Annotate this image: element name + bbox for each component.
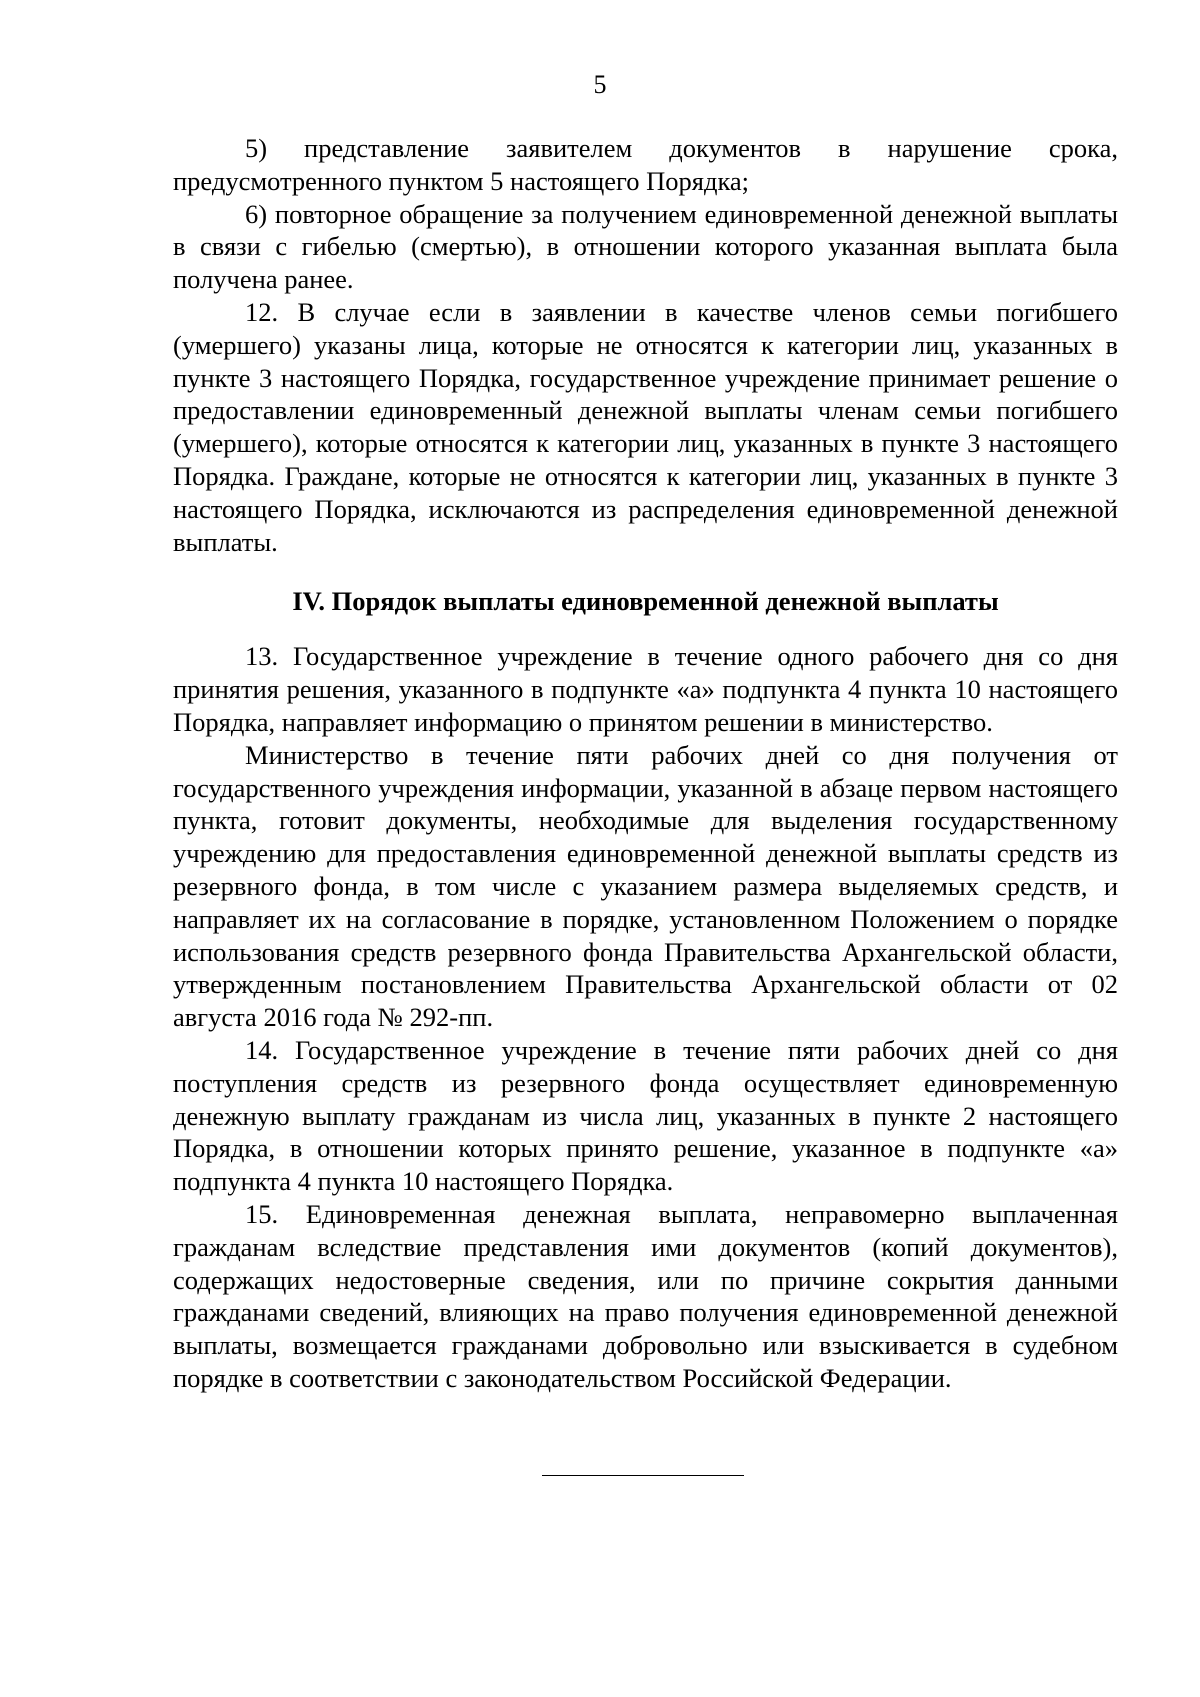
paragraph-item-6: 6) повторное обращение за получением единовременной денежной выплаты в связи с гибелью (смертью), в отношении которого указанная выплата была получена ранее. xyxy=(173,198,1118,295)
paragraph-item-5: 5) представление заявителем документов в нарушение срока, предусмотренного пунктом 5 настоящего Порядка; xyxy=(173,133,1118,196)
paragraph-15: 15. Единовременная денежная выплата, неправомерно выплаченная гражданам вследствие представления ими документов (копий документов), содержащих недостоверные сведения, или по причине сокрытия данными гражданами сведений, влияющих на право получения единовременной денежной выплаты, возмещается гражданами добровольно или взыскивается в судебном порядке в соответствии с законодательством Российской Федерации. xyxy=(173,1198,1118,1393)
section-heading: IV. Порядок выплаты единовременной денежной выплаты xyxy=(292,586,999,617)
paragraph-13-part-2: Министерство в течение пяти рабочих дней со дня получения от государственного учреждения информации, указанной в абзаце первом настоящего пункта, готовит документы, необходимые для выделения государственному учреждению для предоставления единовременной денежной выплаты средств из резервного фонда, в том числе с указанием размера выделяемых средств, и направляет их на согласование в порядке, установленном Положением о порядке использования средств резервного фонда Правительства Архангельской области, утвержденным постановлением Правительства Архангельской области от 02 августа 2016 года № 292-пп. xyxy=(173,739,1118,1033)
paragraph-12: 12. В случае если в заявлении в качестве членов семьи погибшего (умершего) указаны лица, которые не относятся к категории лиц, указанных в пункте 3 настоящего Порядка, государственное учреждение принимает решение о предоставлении единовременный денежной выплаты членам семьи погибшего (умершего), которые относятся к категории лиц, указанных в пункте 3 настоящего Порядка. Граждане, которые не относятся к категории лиц, указанных в пункте 3 настоящего Порядка, исключаются из распределения единовременной денежной выплаты. xyxy=(173,296,1118,557)
page-number: 5 xyxy=(593,70,607,99)
paragraph-13: 13. Государственное учреждение в течение одного рабочего дня со дня принятия решения, указанного в подпункте «а» подпункта 4 пункта 10 настоящего Порядка, направляет информацию о принятом решении в министерство. xyxy=(173,641,1118,737)
end-separator-line xyxy=(542,1475,744,1476)
document-body xyxy=(173,132,1118,1395)
paragraph-14: 14. Государственное учреждение в течение пяти рабочих дней со дня поступления средств из резервного фонда осуществляет единовременную денежную выплату гражданам из числа лиц, указанных в пункте 2 настоящего Порядка, в отношении которых принято решение, указанное в подпункте «а» подпункта 4 пункта 10 настоящего Порядка. xyxy=(173,1034,1118,1197)
